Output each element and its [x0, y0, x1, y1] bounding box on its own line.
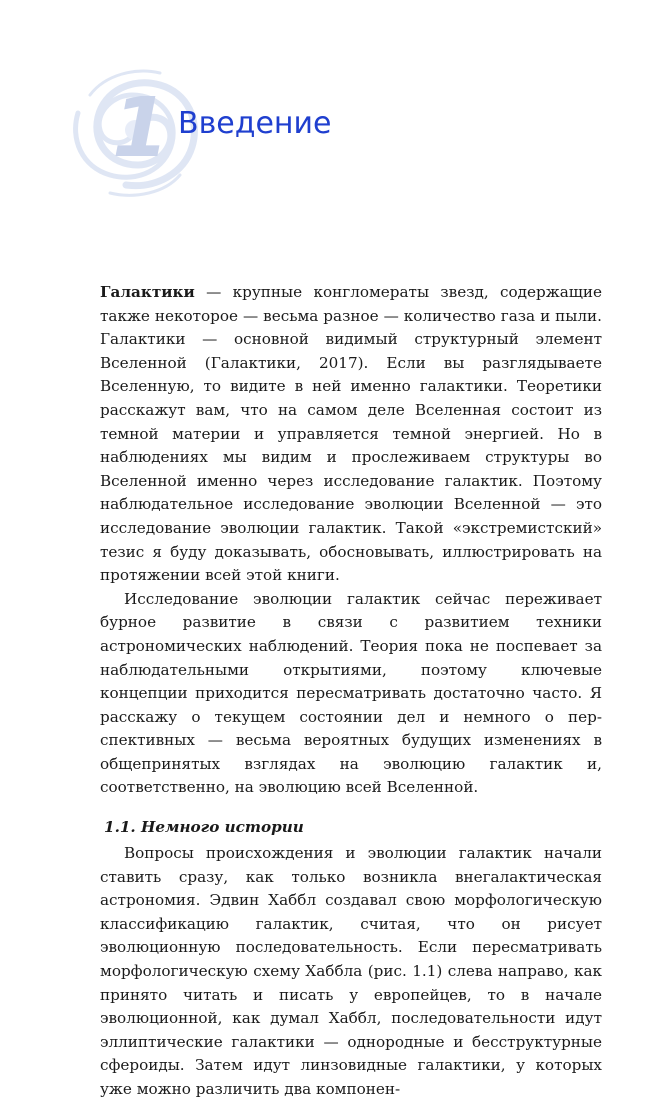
intro-paragraph: [100, 281, 602, 588]
section-heading: 1.1. Немного истории: [104, 818, 304, 837]
chapter-number: 1: [112, 81, 170, 176]
section-paragraph: Вопросы происхождения и эволюции галактик начали ставить сразу, как только возникла внегалактическая астрономия. Эдвин Хаббл создавал свою морфологическую классификацию галактик, считая, что он рисует эволюционную последовательность. Если пересматривать морфологическую схему Хаббла (рис. 1.1) слева направо, как принято читать и писать у европейцев, то в начале эволюционной, как думал Хаббл, последовательности идут эллиптические галактики — однородные и бесструктурные сфероиды. Затем идут линзовидные галактики, у которых уже можно различить два компонен-: [100, 844, 602, 1098]
paragraph-2: Исследование эволюции галактик сейчас переживает бурное развитие в связи с развитием техники астрономических наблюдений. Теория пока не поспевает за наблюдательными открытиями, поэтому ключевые концепции приходится пересматривать достаточно часто. Я расскажу о текущем состоянии дел и немного о перспективных — весьма вероятных будущих изменениях в общепринятых взглядах на эволюцию галактик и, соответственно, на эволюцию всей Вселенной.: [100, 589, 602, 797]
intro-text: — крупные конгломераты звезд, содержащие также некоторое — весьма разное — количество газа и пыли. Галактики — основной видимый структурный элемент Вселенной (Галактики, 2017). Если вы разглядываете Вселенную, то видите в ней именно галактики. Теоретики расскажут вам, что на самом деле Вселенная состоит из темной материи и управляется темной энергией. Но в наблюдениях мы видим и прослеживаем структуры во Вселенной именно через исследование галактик. Поэтому наблюдательное исследование эволюции Вселенной — это исследование эволюции галактик. Такой «экстремистский» тезис я буду доказывать, обосновывать, иллюстрировать на протяжении всей этой книги.: [100, 283, 602, 585]
chapter-body: [100, 281, 602, 1102]
intro-term: Галактики: [100, 283, 195, 301]
chapter-title: Введение: [178, 106, 332, 141]
